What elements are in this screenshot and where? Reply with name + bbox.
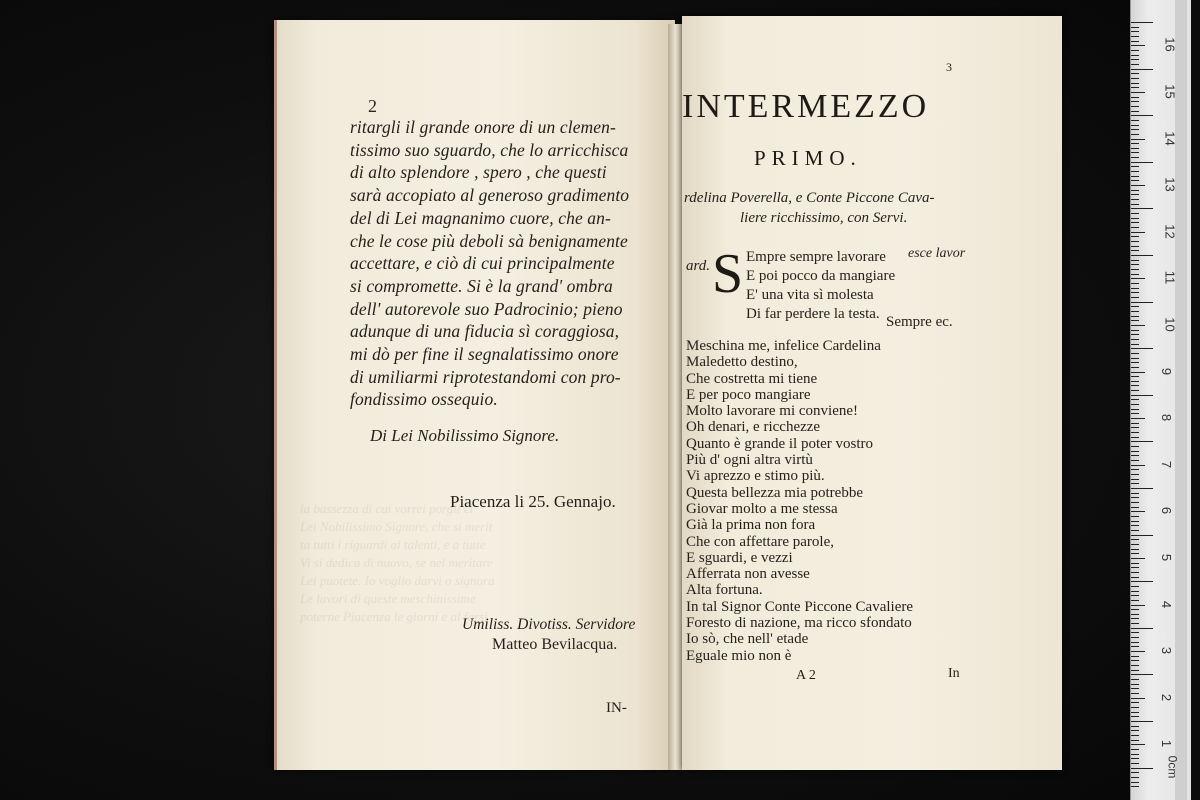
ruler-tick — [1131, 348, 1153, 349]
ruler-tick — [1131, 334, 1139, 335]
ruler-tick — [1131, 642, 1139, 643]
ruler-tick — [1131, 656, 1139, 657]
ruler-tick — [1131, 646, 1139, 647]
ruler-tick — [1131, 754, 1139, 755]
page-title: INTERMEZZO — [682, 88, 930, 125]
ruler-tick — [1131, 395, 1153, 396]
text-line: tissimo suo sguardo, che lo arricchisca — [350, 139, 629, 160]
text-line: si compromette. Si è la grand' ombra — [350, 275, 613, 296]
ruler-tick — [1131, 157, 1139, 158]
text-line: fondissimo ossequio. — [350, 389, 498, 410]
ruler-tick — [1131, 549, 1139, 550]
ruler-tick — [1131, 353, 1139, 354]
ruler-tick — [1131, 749, 1139, 750]
ruler-tick — [1131, 735, 1139, 736]
ruler-tick — [1131, 674, 1153, 675]
text-line: di umiliarmi riprotestandomi con pro- — [350, 366, 621, 387]
text-line: mi dò per fine il segnalatissimo onore — [350, 344, 619, 365]
ruler-tick — [1131, 227, 1139, 228]
page-number: 3 — [946, 60, 952, 74]
text-line: Afferrata non avesse — [686, 566, 810, 583]
ruler-tick — [1131, 693, 1139, 694]
ruler-tick — [1131, 381, 1139, 382]
ruler-tick — [1131, 22, 1153, 23]
ruler-tick — [1131, 539, 1139, 540]
ruler-tick — [1131, 609, 1139, 610]
ruler-tick — [1131, 479, 1139, 480]
ruler-tick — [1131, 194, 1139, 195]
ruler-tick — [1131, 679, 1139, 680]
ruler-tick — [1131, 302, 1153, 303]
ruler-tick — [1131, 688, 1139, 689]
ruler-tick — [1131, 628, 1153, 629]
ruler-tick — [1131, 306, 1139, 307]
text-line: Alta fortuna. — [686, 582, 763, 599]
ruler-tick — [1131, 92, 1145, 93]
ruler-tick — [1131, 283, 1139, 284]
text-line: Io sò, che nell' etade — [686, 631, 809, 648]
ruler-number: 4 — [1159, 600, 1175, 608]
ruler-tick — [1131, 78, 1139, 79]
ruler-tick — [1131, 41, 1139, 42]
ruler-tick — [1131, 763, 1139, 764]
ruler-tick — [1131, 162, 1153, 163]
ruler-tick — [1131, 204, 1139, 205]
ruler-tick — [1131, 670, 1139, 671]
ruler-tick — [1131, 106, 1139, 107]
ruler-tick — [1131, 376, 1139, 377]
verse-line: E' una vita sì molesta — [746, 287, 874, 303]
ruler-tick — [1131, 786, 1139, 787]
verse-line: Di far perdere la testa. — [746, 306, 880, 322]
ruler-tick — [1131, 418, 1145, 419]
stage-direction: esce lavor — [908, 246, 966, 261]
ruler-tick — [1131, 437, 1139, 438]
ruler-tick — [1131, 497, 1139, 498]
cast-list-line: rdelina Poverella, e Conte Piccone Cava- — [684, 190, 935, 206]
ruler-tick — [1131, 134, 1139, 135]
signature-closing: Umiliss. Divotiss. Servidore — [462, 616, 636, 633]
ruler-tick — [1131, 740, 1139, 741]
text-line: Molto lavorare mi conviene! — [686, 403, 859, 420]
ruler-tick — [1131, 474, 1139, 475]
ruler-number: 5 — [1159, 553, 1175, 562]
ruler-tick — [1131, 208, 1153, 209]
ruler-tick — [1131, 171, 1139, 172]
ruler-tick — [1131, 782, 1139, 783]
ruler-tick — [1131, 469, 1139, 470]
ruler-tick — [1131, 241, 1139, 242]
text-line: In tal Signor Conte Piccone Cavaliere — [686, 598, 914, 615]
ruler-tick — [1131, 311, 1139, 312]
ruler-tick — [1131, 83, 1139, 84]
ruler-tick — [1131, 69, 1153, 70]
text-line: Già la prima non fora — [686, 517, 816, 534]
ruler-tick — [1131, 483, 1139, 484]
ruler-tick — [1131, 544, 1139, 545]
ruler-tick — [1131, 665, 1139, 666]
ruler-tick — [1131, 637, 1139, 638]
text-line: sarà accopiato al generoso gradimento — [350, 185, 630, 206]
ruler-number: 3 — [1159, 646, 1175, 655]
ruler-unit-label: 0cm — [1165, 755, 1180, 779]
ruler-number: 12 — [1162, 223, 1178, 239]
ruler-tick — [1131, 399, 1139, 400]
ruler-tick — [1131, 567, 1139, 568]
catchword: In — [948, 666, 960, 681]
ruler-tick — [1131, 502, 1139, 503]
ruler-tick — [1131, 721, 1153, 722]
verse-line: Empre sempre lavorare — [746, 249, 886, 265]
ruler-number: 7 — [1159, 460, 1175, 468]
ruler-tick — [1131, 385, 1139, 386]
ruler-tick — [1131, 330, 1139, 331]
ruler-tick — [1131, 255, 1153, 256]
ruler-tick — [1131, 488, 1153, 489]
refrain: Sempre ec. — [886, 314, 953, 330]
ruler-number: 11 — [1162, 271, 1178, 285]
ruler-tick — [1131, 572, 1139, 573]
text-line: Che costretta mi tiene — [686, 370, 818, 387]
ruler-tick — [1131, 684, 1139, 685]
ruler-number: 16 — [1162, 37, 1178, 53]
ruler-tick — [1131, 600, 1139, 601]
ruler-tick — [1131, 120, 1139, 121]
ruler-tick — [1131, 390, 1139, 391]
ruler-tick — [1131, 577, 1139, 578]
ruler-tick — [1131, 87, 1139, 88]
cast-list-line: liere ricchissimo, con Servi. — [740, 210, 908, 226]
ruler-tick — [1131, 148, 1139, 149]
ruler-tick — [1131, 493, 1139, 494]
ruler-tick — [1131, 758, 1139, 759]
ruler-tick — [1131, 269, 1139, 270]
verse-line: E poi pocco da mangiare — [746, 268, 896, 284]
text-line: che le cose più deboli sà benignamente — [350, 230, 628, 251]
ruler-tick — [1131, 651, 1145, 652]
text-line: Maledetto destino, — [686, 354, 798, 371]
ruler-tick — [1131, 614, 1139, 615]
ruler-tick — [1131, 372, 1145, 373]
ruler-tick — [1131, 698, 1145, 699]
ruler-tick — [1131, 325, 1145, 326]
ruler-tick — [1131, 180, 1139, 181]
ruler-tick — [1131, 101, 1139, 102]
ruler-tick — [1131, 64, 1139, 65]
ruler-tick — [1131, 278, 1145, 279]
text-line: Più d' ogni altra virtù — [686, 452, 813, 469]
ruler-tick — [1131, 199, 1139, 200]
ruler-tick — [1131, 152, 1139, 153]
ruler-tick — [1131, 236, 1139, 237]
signature-mark: A 2 — [796, 668, 816, 683]
ruler-tick — [1131, 730, 1139, 731]
ruler-number: 15 — [1162, 84, 1178, 99]
ruler-tick — [1131, 558, 1145, 559]
ruler-tick — [1131, 623, 1139, 624]
text-line: Che con affettare parole, — [686, 533, 834, 550]
text-line: Foresto di nazione, ma ricco sfondato — [686, 615, 912, 632]
ruler-tick — [1131, 190, 1139, 191]
recitative-text — [686, 338, 913, 664]
ruler-tick — [1131, 460, 1139, 461]
text-line: adunque di una fiducia sì coraggiosa, — [350, 321, 620, 342]
ruler-tick — [1131, 246, 1139, 247]
ruler-tick — [1131, 232, 1145, 233]
ruler-tick — [1131, 441, 1153, 442]
ruler-tick — [1131, 525, 1139, 526]
ruler-tick — [1131, 707, 1139, 708]
ruler-tick — [1131, 605, 1145, 606]
ruler-number: 1 — [1159, 740, 1175, 748]
ruler-tick — [1131, 744, 1145, 745]
ruler-tick — [1131, 413, 1139, 414]
ruler-tick — [1131, 581, 1153, 582]
text-line: del di Lei magnanimo cuore, che an- — [350, 207, 611, 228]
text-line: ritargli il grande onore di un clemen- — [350, 117, 616, 137]
ruler-tick — [1131, 530, 1139, 531]
dedication-text — [350, 116, 662, 411]
ruler-tick — [1131, 712, 1139, 713]
text-line: Vi aprezzo e stimo più. — [686, 468, 825, 485]
ruler-number: 14 — [1162, 130, 1178, 146]
aria-verse — [746, 248, 895, 324]
ruler-tick — [1131, 50, 1139, 51]
text-line: Quanto è grande il poter vostro — [686, 435, 874, 452]
ruler-tick — [1131, 185, 1145, 186]
text-line: dell' autorevole suo Padrocinio; pieno — [350, 298, 623, 319]
ruler-number: 9 — [1159, 367, 1175, 375]
ruler-tick — [1131, 288, 1139, 289]
ruler-tick — [1131, 535, 1153, 536]
ruler-number: 2 — [1159, 693, 1175, 701]
ruler-tick — [1131, 115, 1153, 116]
ruler-tick — [1131, 320, 1139, 321]
ruler-tick — [1131, 446, 1139, 447]
ruler-tick — [1131, 362, 1139, 363]
dateline: Piacenza li 25. Gennajo. — [450, 492, 616, 511]
ruler-tick — [1131, 521, 1139, 522]
ruler-tick — [1131, 264, 1139, 265]
page-subtitle: PRIMO. — [754, 146, 862, 170]
ruler-tick — [1131, 432, 1139, 433]
ruler-tick — [1131, 45, 1145, 46]
ruler-tick — [1131, 563, 1139, 564]
text-line: Questa bellezza mia potrebbe — [686, 484, 863, 501]
ruler-tick — [1131, 772, 1139, 773]
ruler-tick — [1131, 250, 1139, 251]
ruler-tick — [1131, 339, 1139, 340]
page-ornament: 2 — [368, 96, 377, 116]
ruler-tick — [1131, 125, 1139, 126]
ruler-tick — [1131, 455, 1139, 456]
ruler-tick — [1131, 292, 1139, 293]
text-line: Eguale mio non è — [686, 647, 792, 664]
ruler-number: 13 — [1162, 177, 1178, 192]
ruler-tick — [1131, 316, 1139, 317]
ruler-tick — [1131, 465, 1145, 466]
ruler-tick — [1131, 31, 1139, 32]
ruler-tick — [1131, 129, 1139, 130]
ruler-edge — [1175, 0, 1187, 800]
ruler-tick — [1131, 404, 1139, 405]
ruler-tick — [1131, 423, 1139, 424]
ruler-tick — [1131, 111, 1139, 112]
ruler-tick — [1131, 632, 1139, 633]
ruler-tick — [1131, 218, 1139, 219]
ruler-number: 8 — [1159, 413, 1175, 422]
ruler-tick — [1131, 511, 1145, 512]
ruler-tick — [1131, 507, 1139, 508]
ruler-tick — [1131, 591, 1139, 592]
ruler-tick — [1131, 139, 1145, 140]
ruler-tick — [1131, 143, 1139, 144]
ruler-tick — [1131, 274, 1139, 275]
ruler-tick — [1131, 451, 1139, 452]
ruler-tick — [1131, 36, 1139, 37]
ruler-tick — [1131, 553, 1139, 554]
catchword: IN- — [606, 700, 627, 716]
ruler-number: 6 — [1159, 507, 1175, 515]
ruler-tick — [1131, 358, 1139, 359]
ruler-tick — [1131, 73, 1139, 74]
ruler-tick — [1131, 59, 1139, 60]
ruler-tick — [1131, 716, 1139, 717]
ruler-number: 10 — [1162, 317, 1178, 332]
ruler-tick — [1131, 297, 1139, 298]
text-line: E per poco mangiare — [686, 386, 811, 403]
ruler-tick — [1131, 166, 1139, 167]
drop-cap: S — [712, 243, 744, 305]
ruler-tick — [1131, 660, 1139, 661]
text-line: Oh denari, e ricchezze — [686, 419, 821, 436]
ruler-tick — [1131, 97, 1139, 98]
signature-name: Matteo Bevilacqua. — [492, 636, 618, 653]
ruler-tick — [1131, 427, 1139, 428]
text-line: Giovar molto a me stessa — [686, 500, 838, 517]
measurement-ruler — [1130, 0, 1191, 800]
text-line: di alto splendore , spero , che questi — [350, 162, 607, 183]
ruler-tick — [1131, 516, 1139, 517]
ruler-tick — [1131, 55, 1139, 56]
ruler-tick — [1131, 176, 1139, 177]
ruler-tick — [1131, 777, 1139, 778]
ruler-tick — [1131, 409, 1139, 410]
ruler-tick — [1131, 618, 1139, 619]
ruler-tick — [1131, 222, 1139, 223]
ruler-tick — [1131, 344, 1139, 345]
ruler-tick — [1131, 595, 1139, 596]
ruler-tick — [1131, 726, 1139, 727]
ruler-tick — [1131, 260, 1139, 261]
text-line: Meschina me, infelice Cardelina — [686, 338, 881, 354]
speaker-label: ard. — [686, 258, 711, 274]
ruler-tick — [1131, 702, 1139, 703]
text-line: accettare, e ciò di cui principalmente — [350, 253, 615, 274]
ruler-tick — [1131, 367, 1139, 368]
ruler-tick — [1131, 768, 1153, 769]
text-line: E sguardi, e vezzi — [686, 549, 793, 566]
salutation: Di Lei Nobilissimo Signore. — [370, 426, 560, 445]
ruler-tick — [1131, 27, 1139, 28]
ruler-tick — [1131, 213, 1139, 214]
ruler-tick — [1131, 586, 1139, 587]
